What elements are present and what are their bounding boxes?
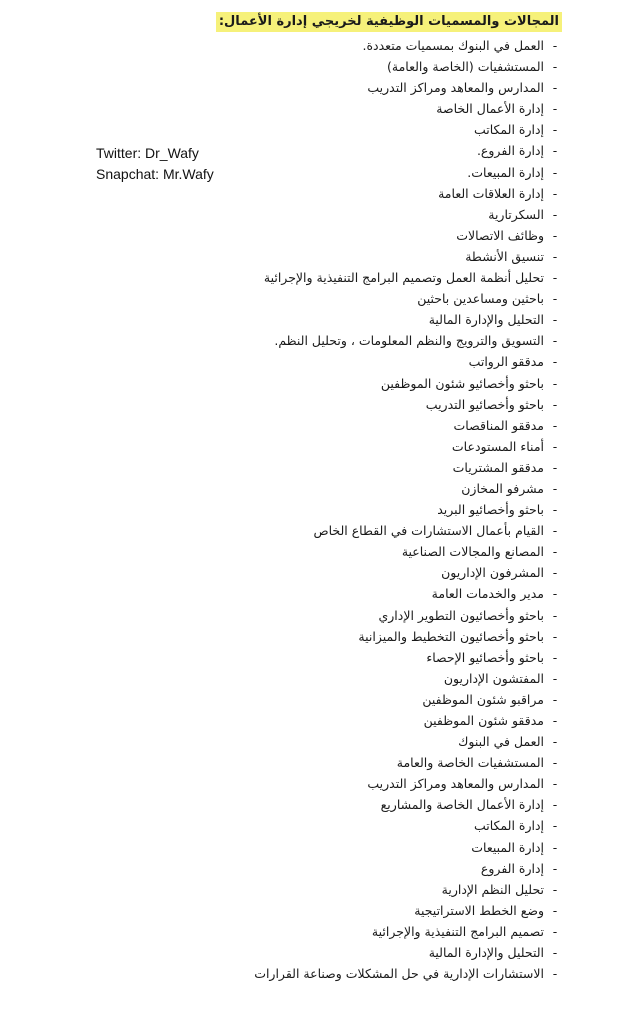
- bullet-dash: -: [552, 333, 558, 349]
- list-item-text: مدير والخدمات العامة: [431, 586, 544, 602]
- list-item-text: المستشفيات (الخاصة والعامة): [387, 59, 544, 75]
- list-item: [92, 35, 562, 56]
- bullet-dash: -: [552, 628, 558, 644]
- bullet-dash: -: [552, 396, 558, 412]
- list-item: [92, 415, 562, 436]
- list-item: [92, 394, 562, 415]
- list-item: [92, 837, 562, 858]
- bullet-dash: -: [552, 459, 558, 475]
- bullet-dash: -: [552, 80, 558, 96]
- list-item-text: إدارة الأعمال الخاصة والمشاريع: [380, 797, 544, 813]
- bullet-dash: -: [552, 776, 558, 792]
- list-item-text: إدارة الفروع.: [476, 143, 544, 159]
- document-title: المجالات والمسميات الوظيفية لخريجي إدارة الأعمال:: [216, 12, 562, 32]
- bullet-dash: -: [552, 206, 558, 222]
- list-item: [92, 900, 562, 921]
- list-item-text: باحثو وأخصائيو الإحصاء: [426, 649, 544, 665]
- list-item: [92, 330, 562, 351]
- list-item: [92, 478, 562, 499]
- list-item-text: باحثو وأخصائيون التطوير الإداري: [378, 607, 544, 623]
- bullet-dash: -: [552, 881, 558, 897]
- bullet-dash: -: [552, 59, 558, 75]
- list-item: [92, 309, 562, 330]
- list-item-text: إدارة الأعمال الخاصة: [436, 101, 544, 117]
- list-item-text: إدارة المبيعات.: [467, 164, 544, 180]
- list-item: [92, 562, 562, 583]
- list-item-text: باحثين ومساعدين باحثين: [417, 291, 544, 307]
- list-item: [92, 225, 562, 246]
- list-item: [92, 436, 562, 457]
- bullet-dash: -: [552, 354, 558, 370]
- list-item: [92, 204, 562, 225]
- bullet-dash: -: [552, 248, 558, 264]
- bullet-dash: -: [552, 502, 558, 518]
- list-item: [92, 689, 562, 710]
- list-item: [92, 98, 562, 119]
- list-item: [92, 921, 562, 942]
- list-item-text: تحليل النظم الإدارية: [441, 881, 544, 897]
- snapchat-handle: Snapchat: Mr.Wafy: [96, 166, 214, 182]
- list-item: [92, 541, 562, 562]
- list-item: [92, 288, 562, 309]
- list-item-text: المفتشون الإداريون: [443, 670, 544, 686]
- list-item: [92, 858, 562, 879]
- list-item: [92, 942, 562, 963]
- list-item: [92, 752, 562, 773]
- bullet-dash: -: [552, 713, 558, 728]
- bullet-dash: -: [552, 860, 558, 876]
- bullet-dash: -: [552, 164, 558, 180]
- list-item-text: التحليل والإدارة المالية: [428, 945, 544, 961]
- list-item-text: مشرفو المخازن: [461, 480, 544, 496]
- list-item-text: أمناء المستودعات: [451, 438, 544, 454]
- list-item-text: القيام بأعمال الاستشارات في القطاع الخاص: [313, 523, 544, 539]
- bullet-dash: -: [552, 480, 558, 496]
- bullet-dash: -: [552, 755, 558, 771]
- list-item: [92, 668, 562, 689]
- list-item: [92, 710, 562, 731]
- bullet-dash: -: [552, 649, 558, 665]
- list-item-text: التسويق والترويج والنظم المعلومات ، وتحليل النظم.: [274, 333, 544, 349]
- bullet-dash: -: [552, 523, 558, 539]
- bullet-dash: -: [552, 417, 558, 433]
- bullet-dash: -: [552, 945, 558, 961]
- list-item-text: وظائف الاتصالات: [456, 227, 544, 243]
- list-item-text: باحثو وأخصائيون التخطيط والميزانية: [358, 628, 544, 644]
- bullet-dash: -: [552, 101, 558, 117]
- list-item: [92, 626, 562, 647]
- list-item-text: إدارة المكاتب: [473, 122, 544, 138]
- twitter-handle: Twitter: Dr_Wafy: [96, 145, 199, 161]
- list-item-text: مراقبو شئون الموظفين: [422, 691, 544, 707]
- bullet-dash: -: [552, 438, 558, 454]
- list-item: [92, 647, 562, 668]
- bullet-dash: -: [552, 227, 558, 243]
- list-item-text: مدققو المشتريات: [452, 459, 544, 475]
- list-item: [92, 815, 562, 836]
- bullet-dash: -: [552, 38, 558, 53]
- list-item: [92, 963, 562, 984]
- bullet-dash: -: [552, 691, 558, 707]
- list-item: [92, 583, 562, 604]
- list-item-text: الاستشارات الإدارية في حل المشكلات وصناعة القرارات: [254, 966, 544, 982]
- list-item-text: وضع الخطط الاستراتيجية: [414, 902, 544, 918]
- bullet-dash: -: [552, 923, 558, 939]
- list-item-text: إدارة المبيعات: [471, 839, 544, 855]
- list-item-text: المصانع والمجالات الصناعية: [401, 544, 544, 560]
- list-item-text: تصميم البرامج التنفيذية والإجرائية: [371, 923, 544, 939]
- list-item-text: تنسيق الأنشطة: [465, 248, 544, 264]
- bullet-dash: -: [552, 185, 558, 201]
- list-item-text: تحليل أنظمة العمل وتصميم البرامج التنفيذية والإجرائية: [263, 270, 544, 286]
- list-item: [92, 879, 562, 900]
- list-item-text: السكرتارية: [488, 206, 544, 222]
- list-item: [92, 246, 562, 267]
- list-item-text: المدارس والمعاهد ومراكز التدريب: [367, 776, 544, 792]
- bullet-dash: -: [552, 291, 558, 307]
- list-item: [92, 794, 562, 815]
- list-item-text: باحثو وأخصائيو البريد: [437, 502, 544, 518]
- list-item-text: باحثو وأخصائيو شئون الموظفين: [380, 375, 544, 391]
- list-item: [92, 183, 562, 204]
- list-item: [92, 56, 562, 77]
- bullet-dash: -: [552, 839, 558, 855]
- list-item-text: إدارة العلاقات العامة: [438, 185, 544, 201]
- bullet-dash: -: [552, 270, 558, 286]
- list-item-text: مدققو الرواتب: [468, 354, 544, 370]
- list-item: [92, 119, 562, 140]
- list-item: [92, 457, 562, 478]
- bullet-dash: -: [552, 607, 558, 623]
- list-item: [92, 520, 562, 541]
- bullet-dash: -: [552, 734, 558, 750]
- list-item-text: المشرفون الإداريون: [441, 565, 544, 581]
- list-item-text: العمل في البنوك: [458, 734, 544, 750]
- list-item: [92, 77, 562, 98]
- list-item-text: إدارة الفروع: [480, 860, 544, 876]
- bullet-dash: -: [552, 966, 558, 982]
- list-item-text: العمل في البنوك بمسميات متعددة.: [362, 38, 544, 53]
- bullet-dash: -: [552, 143, 558, 159]
- list-item-text: مدققو شئون الموظفين: [423, 713, 544, 728]
- bullet-dash: -: [552, 312, 558, 328]
- list-item: [92, 731, 562, 752]
- list-item: [92, 605, 562, 626]
- bullet-dash: -: [552, 122, 558, 138]
- list-item: [92, 373, 562, 394]
- list-item: [92, 499, 562, 520]
- list-item: [92, 267, 562, 288]
- bullet-dash: -: [552, 670, 558, 686]
- list-item-text: المستشفيات الخاصة والعامة: [396, 755, 544, 771]
- bullet-dash: -: [552, 902, 558, 918]
- list-item-text: إدارة المكاتب: [473, 818, 544, 834]
- bullet-dash: -: [552, 565, 558, 581]
- bullet-dash: -: [552, 586, 558, 602]
- bullet-dash: -: [552, 797, 558, 813]
- bullet-dash: -: [552, 544, 558, 560]
- bullet-dash: -: [552, 818, 558, 834]
- bullet-dash: -: [552, 375, 558, 391]
- list-item-text: مدققو المناقصات: [453, 417, 544, 433]
- list-item-text: باحثو وأخصائيو التدريب: [425, 396, 544, 412]
- list-item-text: المدارس والمعاهد ومراكز التدريب: [367, 80, 544, 96]
- list-item-text: التحليل والإدارة المالية: [428, 312, 544, 328]
- list-item: [92, 351, 562, 372]
- list-item: [92, 773, 562, 794]
